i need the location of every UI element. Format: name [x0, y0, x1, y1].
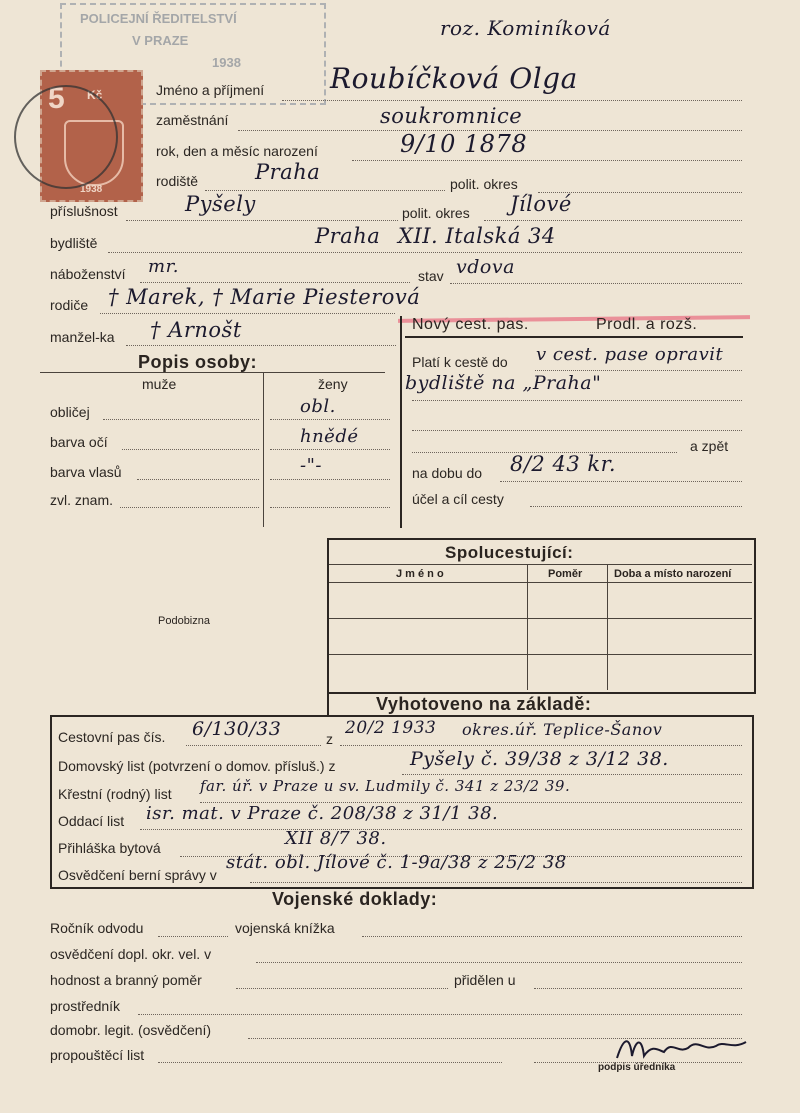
hair-value: -"- [300, 455, 322, 476]
passport-title: Nový cest. pas. [412, 316, 529, 333]
companions-title: Spolucestující: [445, 543, 574, 562]
residence-city: Praha [315, 224, 381, 248]
occupation-label: zaměstnání [156, 112, 229, 128]
valid-value-2: bydliště na „Praha" [405, 372, 602, 394]
legit-label: domobr. legit. (osvědčení) [50, 1022, 212, 1038]
military-title: Vojenské doklady: [272, 889, 438, 909]
companions-col-relation: Poměr [548, 568, 583, 580]
polit-okres2-value: Jílové [510, 192, 572, 216]
hair-label: barva vlasů [50, 464, 122, 480]
polit-okres2-label: polit. okres [402, 205, 470, 221]
duration-label: na dobu do [412, 465, 483, 481]
means-label: prostředník [50, 998, 121, 1014]
revenue-stamp-currency: Kč [87, 88, 103, 102]
tax-label: Osvědčení berní správy v [58, 867, 217, 883]
companions-col-name: J m é n o [396, 568, 444, 580]
polit-okres-label: polit. okres [450, 176, 518, 192]
maiden-name-note: roz. Kominíková [440, 16, 611, 40]
photo-label: Podobizna [158, 615, 210, 627]
assigned-label: přidělen u [454, 972, 516, 988]
basis-title: Vyhotoveno na základě: [376, 694, 592, 714]
face-label: obličej [50, 404, 90, 420]
belonging-label: příslušnost [50, 203, 118, 219]
revenue-stamp-year: 1938 [80, 184, 103, 195]
purpose-label: účel a cíl cesty [412, 491, 504, 507]
cert-label: osvědčení dopl. okr. vel. v [50, 946, 212, 962]
belonging-value: Pyšely [185, 192, 256, 216]
passport-title2: Prodl. a rozš. [596, 316, 698, 333]
tax-value: stát. obl. Jílové č. 1-9a/38 z 25/2 38 [226, 852, 567, 873]
office-stamp-line3: 1938 [212, 55, 241, 70]
marriage-value: isr. mat. v Praze č. 208/38 z 31/1 38. [146, 803, 499, 824]
baptism-value: far. úř. v Praze u sv. Ludmily č. 341 z 23/2 39. [200, 777, 571, 795]
marks-label: zvl. znam. [50, 492, 114, 508]
passport-date: 20/2 1933 [345, 718, 437, 738]
birthplace-value: Praha [255, 160, 321, 184]
passport-issuer: okres.úř. Teplice-Šanov [462, 720, 663, 739]
rank-label: hodnost a branný poměr [50, 972, 202, 988]
office-stamp-line1: POLICEJNÍ ŘEDITELSTVÍ [80, 11, 237, 26]
status-value: vdova [456, 256, 515, 278]
discharge-label: propouštěcí list [50, 1047, 145, 1063]
year-label: Ročník odvodu [50, 920, 144, 936]
domicile-value: Pyšely č. 39/38 z 3/12 38. [410, 748, 669, 770]
valid-value-1: v cest. pase opravit [536, 344, 724, 365]
eyes-value: hnědé [300, 426, 359, 447]
name-label: Jméno a příjmení [156, 82, 265, 98]
women-label: ženy [318, 376, 348, 392]
registration-value: XII 8/7 38. [285, 828, 387, 849]
men-label: muže [142, 376, 177, 392]
eyes-label: barva očí [50, 434, 108, 450]
signature-label: podpis úředníka [598, 1062, 676, 1073]
passport-num-label: Cestovní pas čís. [58, 729, 166, 745]
back-label: a zpět [690, 438, 729, 454]
parents-label: rodiče [50, 297, 89, 313]
marriage-label: Oddací list [58, 813, 125, 829]
baptism-label: Křestní (rodný) list [58, 786, 172, 802]
face-value: obl. [300, 396, 336, 417]
religion-label: náboženství [50, 266, 126, 282]
occupation-value: soukromnice [380, 104, 523, 128]
residence-street: XII. Italská 34 [398, 224, 556, 248]
companions-col-birth: Doba a místo narození [614, 568, 732, 580]
passport-num-value: 6/130/33 [192, 718, 282, 740]
revenue-stamp-value: 5 [48, 82, 65, 115]
residence-label: bydliště [50, 235, 98, 251]
parents-value: † Marek, † Marie Piesterová [108, 285, 421, 309]
spouse-value: † Arnošt [150, 318, 242, 342]
registration-label: Přihláška bytová [58, 840, 161, 856]
name-value: Roubíčková Olga [330, 62, 578, 95]
spouse-label: manžel-ka [50, 329, 115, 345]
domicile-label: Domovský list (potvrzení o domov. přísluš.) z [58, 758, 336, 774]
postmark-circle [14, 85, 118, 189]
description-title: Popis osoby: [138, 352, 258, 372]
birth-value: 9/10 1878 [400, 130, 528, 158]
office-stamp-line2: V PRAZE [132, 33, 189, 48]
birthplace-label: rodiště [156, 173, 199, 189]
valid-label: Platí k cestě do [412, 354, 508, 370]
passport-z: z [326, 731, 333, 747]
signature [612, 1030, 752, 1064]
status-label: stav [418, 268, 444, 284]
birth-label: rok, den a měsíc narození [156, 143, 318, 159]
book-label: vojenská knížka [235, 920, 335, 936]
religion-value: mr. [148, 256, 179, 277]
duration-value: 8/2 43 kr. [510, 452, 617, 476]
